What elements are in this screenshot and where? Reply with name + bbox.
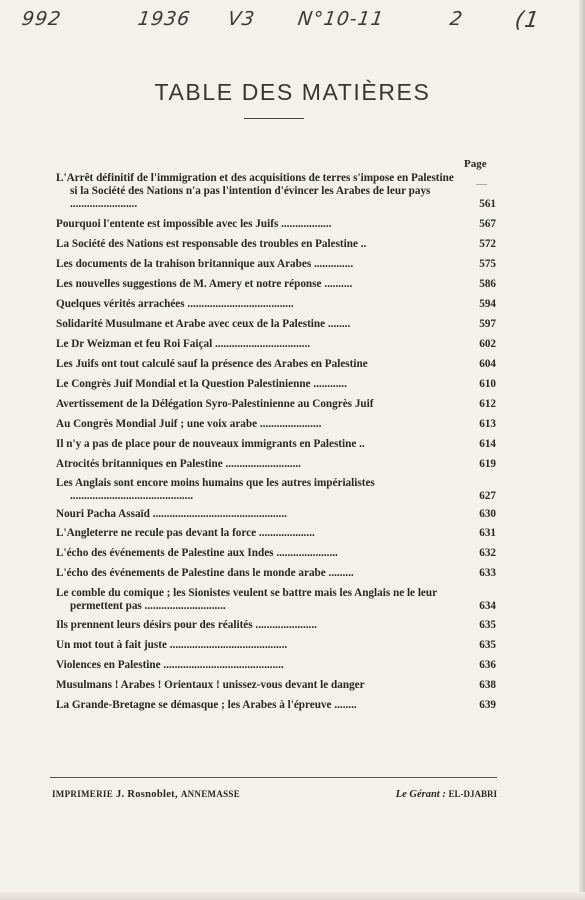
page-column-header: Page — [464, 158, 487, 170]
toc-entry-title: L'écho des événements de Palestine aux Indes ...................... — [56, 547, 338, 559]
toc-entry-title: L'Arrêt définitif de l'immigration et des acquisitions de terres s'impose en Palestine si la Société des Nations n'a pas l'intention d'évincer les Arabes de leur pays ........................ — [56, 172, 454, 210]
toc-entry — [56, 218, 496, 231]
toc-entry-page: 594 — [479, 298, 496, 310]
toc-entry — [56, 378, 496, 391]
toc-entry-page: 561 — [479, 198, 496, 210]
toc-entry-page: 638 — [479, 679, 496, 691]
toc-entry — [56, 699, 496, 712]
toc-entry — [56, 258, 496, 271]
toc-entry-page: 636 — [479, 659, 496, 671]
toc-entry — [56, 659, 496, 672]
toc-entry-title: Nouri Pacha Assaïd ................................................ — [56, 508, 287, 520]
toc-entry-title: Le Dr Weizman et feu Roi Faiçal .................................. — [56, 338, 311, 350]
toc-entry — [56, 318, 496, 331]
toc-entry — [56, 358, 496, 371]
manager-label: Le Gérant : — [395, 789, 446, 800]
manager-signature — [396, 789, 497, 800]
toc-entry — [56, 398, 496, 411]
toc-entry-title: Le comble du comique ; les Sionistes veulent se battre mais les Anglais ne le leur permettent pas ............................. — [56, 587, 437, 612]
toc-entry-page: 572 — [479, 238, 496, 250]
toc-entry-page: 613 — [479, 418, 496, 430]
toc-entry — [56, 547, 496, 560]
handwritten-note: 992 — [20, 8, 63, 30]
printer-prefix: IMPRIMERIE — [52, 789, 113, 799]
toc-entry — [56, 298, 496, 311]
toc-entry-page: 602 — [479, 338, 496, 350]
toc-entry-title: Musulmans ! Arabes ! Orientaux ! unissez-vous devant le danger — [56, 679, 365, 691]
toc-entry-page: 597 — [479, 318, 496, 330]
page-title: TABLE DES MATIÈRES — [154, 79, 431, 106]
toc-entry-title: Atrocités britanniques en Palestine ........................... — [56, 458, 301, 470]
toc-entry-page: 567 — [479, 218, 496, 230]
toc-entry-page: 633 — [479, 567, 496, 579]
printer-imprint — [52, 789, 240, 800]
toc-entry — [56, 278, 496, 291]
toc-entry-page: 631 — [479, 527, 496, 539]
toc-entry-title: Quelques vérités arrachées ...................................... — [56, 298, 294, 310]
toc-entry-title: Il n'y a pas de place pour de nouveaux immigrants en Palestine .. — [56, 438, 365, 450]
toc-entry-title: La Grande-Bretagne se démasque ; les Arabes à l'épreuve ........ — [56, 699, 357, 711]
toc-entry — [56, 438, 496, 451]
toc-entry-page: 612 — [479, 398, 496, 410]
toc-entry-page: 610 — [479, 378, 496, 390]
footer-divider — [50, 777, 497, 778]
toc-entry-page: 632 — [479, 547, 496, 559]
toc-entry-page: 634 — [479, 600, 496, 612]
toc-entry-page: 614 — [479, 438, 496, 450]
handwritten-note: N°10-11 — [296, 8, 386, 30]
toc-entry-title: L'écho des événements de Palestine dans le monde arabe ......... — [56, 567, 354, 579]
toc-entry — [56, 679, 496, 692]
toc-entry-page: 575 — [479, 258, 496, 270]
toc-entry-page: 635 — [479, 639, 496, 651]
toc-entry — [56, 567, 496, 580]
toc-entry-title: Un mot tout à fait juste .......................................... — [56, 639, 288, 651]
toc-entry-page: 635 — [479, 619, 496, 631]
toc-entry-title: Les documents de la trahison britannique aux Arabes .............. — [56, 258, 354, 270]
toc-entry-title: Avertissement de la Délégation Syro-Palestinienne au Congrès Juif — [56, 398, 374, 410]
printer-name: J. Rosnoblet, — [115, 789, 178, 800]
toc-entry — [56, 418, 496, 431]
toc-entry-title: La Société des Nations est responsable des troubles en Palestine .. — [56, 238, 367, 250]
toc-entry — [56, 508, 496, 521]
toc-entry-page: 627 — [479, 490, 496, 502]
printer-city: ANNEMASSE — [180, 789, 241, 799]
manager-name: EL-DJABRI — [448, 789, 497, 799]
toc-entry-title: Le Congrès Juif Mondial et la Question Palestinienne ............ — [56, 378, 347, 390]
title-divider — [244, 118, 304, 119]
toc-entry-title: Les Juifs ont tout calculé sauf la présence des Arabes en Palestine — [56, 358, 368, 370]
toc-entry — [56, 338, 496, 351]
toc-entry — [56, 238, 496, 251]
toc-entry-page: 586 — [479, 278, 496, 290]
toc-entry-title: Les Anglais sont encore moins humains que les autres impérialistes ............................................ — [56, 477, 375, 502]
toc-entry — [56, 172, 496, 211]
toc-entry — [56, 458, 496, 471]
toc-entry-title: Au Congrès Mondial Juif ; une voix arabe ...................... — [56, 418, 322, 430]
page-edge-shadow — [579, 0, 585, 900]
handwritten-note: (1 — [513, 8, 542, 33]
toc-entry-title: Violences en Palestine ........................................... — [56, 659, 284, 671]
page-bottom-shadow — [0, 892, 585, 900]
toc-entry-page: 604 — [479, 358, 496, 370]
toc-entry-page: 630 — [479, 508, 496, 520]
toc-entry-title: Ils prennent leurs désirs pour des réalités ...................... — [56, 619, 317, 631]
handwritten-note: 2 — [448, 8, 465, 30]
toc-entry-title: Solidarité Musulmane et Arabe avec ceux de la Palestine ........ — [56, 318, 351, 330]
toc-entry-page: 619 — [479, 458, 496, 470]
toc-entry-title: Les nouvelles suggestions de M. Amery et notre réponse .......... — [56, 278, 353, 290]
toc-entry — [56, 477, 496, 503]
toc-entry-title: Pourquoi l'entente est impossible avec les Juifs .................. — [56, 218, 332, 230]
page-column-dash: — — [476, 178, 487, 190]
handwritten-note: 1936 — [136, 8, 192, 30]
toc-entry — [56, 527, 496, 540]
toc-entry — [56, 619, 496, 632]
handwritten-note: V3 — [226, 8, 257, 30]
toc-entry — [56, 587, 496, 613]
toc-entry-page: 639 — [479, 699, 496, 711]
toc-entry — [56, 639, 496, 652]
toc-entry-title: L'Angleterre ne recule pas devant la force .................... — [56, 527, 315, 539]
